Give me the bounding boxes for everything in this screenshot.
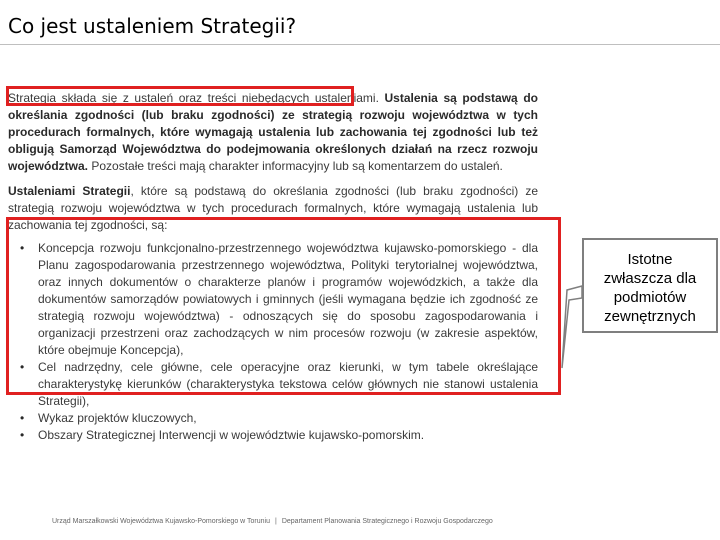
intro-sentence-bold: Ustalenia są podstawą do określania zgodności (lub braku zgodności) ze strategią rozwoju województwa w tych procedurach formalnych, które wymagają ustalenia lub zachowania tej zgodności lub też obligują Samorząd Województwa do podejmowania określonych działań na rzecz rozwoju województwa. (8, 91, 538, 173)
list-item: • Koncepcja rozwoju funkcjonalno-przestrzennego województwa kujawsko-pomorskiego - dla Planu zagospodarowania przestrzennego województwa, Polityki terytorialnej województwa, oraz innych dokumentów o charakterze planów i programów wojewódzkich, a także dla dokumentów samorządów powiatowych i gminnych (jeśli wymagana będzie ich zgodność ze strategią rozwoju województwa) - odnoszących się do sposobu zagospodarowania i organizacji przestrzeni oraz zachodzących w nim procesów rozwoju (w zakresie aspektów, które obejmuje Koncepcja), (24, 240, 538, 359)
lead-term: Ustaleniami Strategii (8, 184, 131, 198)
footer-department: Departament Planowania Strategicznego i Rozwoju Gospodarczego (281, 518, 493, 525)
callout-line: Istotne (627, 251, 673, 268)
callout-line: zwłaszcza dla (603, 270, 697, 287)
footer (52, 518, 493, 525)
list-item: • Obszary Strategicznej Interwencji w województwie kujawsko-pomorskim. (24, 427, 538, 444)
intro-sentence-rest: Pozostałe treści mają charakter informacyjny lub są komentarzem do ustaleń. (91, 159, 503, 173)
intro-sentence-highlighted: Strategia składa się z ustaleń oraz treści niebędących ustaleniami. (8, 91, 379, 105)
lead-text: , które są podstawą do określania zgodności (lub braku zgodności) ze strategią rozwoju województwa w tych procedurach formalnych, które wymagają ustalenia lub zachowania tej zgodności, są: (8, 184, 538, 232)
footer-institution: Urząd Marszałkowski Województwa Kujawsko-Pomorskiego w Toruniu (52, 518, 270, 525)
callout-line: zewnętrznych (604, 308, 696, 325)
callout-line: podmiotów (613, 289, 687, 306)
list-item: • Cel nadrzędny, cele główne, cele operacyjne oraz kierunki, w tym tabele określające charakterystykę kierunków (charakterystyka tekstowa celów głównych nie stanowi ustalenia Strategii), (24, 359, 538, 410)
callout-pointer (562, 286, 582, 368)
list-item: • Wykaz projektów kluczowych, (24, 410, 538, 427)
page-title: Co jest ustaleniem Strategii? (8, 14, 297, 38)
callout-note (582, 238, 718, 333)
footer-separator: | (275, 518, 277, 525)
